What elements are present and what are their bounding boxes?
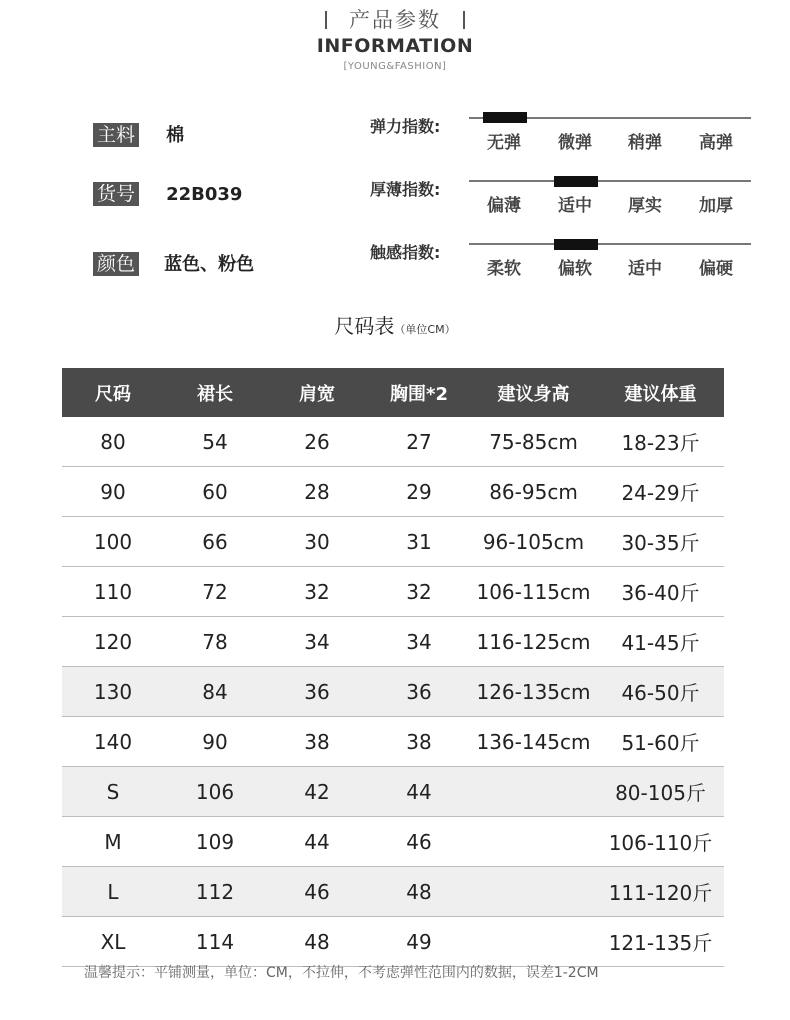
cell-chest: 38 (368, 717, 470, 767)
index-option: 适中 (628, 259, 662, 279)
cell-weight: 106-110斤 (597, 817, 724, 867)
index-option: 高弹 (699, 133, 733, 153)
cell-skirt-length: 112 (164, 867, 266, 917)
cell-chest: 31 (368, 517, 470, 567)
cell-size: 80 (62, 417, 164, 467)
index-option: 微弹 (558, 133, 592, 153)
cell-height: 96-105cm (470, 517, 597, 567)
cell-size: 130 (62, 667, 164, 717)
size-chart-title (0, 310, 790, 339)
cell-height: 75-85cm (470, 417, 597, 467)
index-marker (554, 176, 598, 187)
footer-note: 温馨提示：平铺测量，单位：CM，不拉伸，不考虑弹性范围内的数据，误差1-2CM (84, 965, 599, 981)
header-title-cn (0, 4, 790, 34)
cell-weight: 41-45斤 (597, 617, 724, 667)
info-row-color (93, 252, 254, 278)
size-table-header-row (62, 368, 724, 417)
cell-weight: 51-60斤 (597, 717, 724, 767)
header-size: 尺码 (62, 368, 164, 417)
index-marker (554, 239, 598, 250)
cell-weight: 80-105斤 (597, 767, 724, 817)
size-chart-unit: （单位CM） (394, 323, 456, 336)
cell-weight: 111-120斤 (597, 867, 724, 917)
cell-size: S (62, 767, 164, 817)
header-title-cn-text: 产品参数 (349, 8, 441, 32)
cell-height: 126-135cm (470, 667, 597, 717)
cell-chest: 34 (368, 617, 470, 667)
cell-shoulder: 28 (266, 467, 368, 517)
cell-chest: 46 (368, 817, 470, 867)
cell-size: 140 (62, 717, 164, 767)
table-row (62, 717, 724, 767)
index-label: 厚薄指数: (370, 180, 441, 199)
cell-size: 90 (62, 467, 164, 517)
table-row (62, 667, 724, 717)
cell-weight: 46-50斤 (597, 667, 724, 717)
index-marker (483, 112, 527, 123)
header-height: 建议身高 (470, 368, 597, 417)
index-label: 触感指数: (370, 243, 441, 262)
cell-height: 136-145cm (470, 717, 597, 767)
cell-chest: 32 (368, 567, 470, 617)
cell-chest: 27 (368, 417, 470, 467)
cell-height: 106-115cm (470, 567, 597, 617)
cell-shoulder: 32 (266, 567, 368, 617)
cell-skirt-length: 72 (164, 567, 266, 617)
table-row (62, 767, 724, 817)
table-row (62, 517, 724, 567)
cell-shoulder: 34 (266, 617, 368, 667)
cell-skirt-length: 106 (164, 767, 266, 817)
cell-skirt-length: 114 (164, 917, 266, 967)
cell-weight: 30-35斤 (597, 517, 724, 567)
header-bar-right (463, 11, 465, 29)
cell-shoulder: 30 (266, 517, 368, 567)
cell-skirt-length: 66 (164, 517, 266, 567)
cell-shoulder: 44 (266, 817, 368, 867)
index-option: 偏软 (558, 259, 592, 279)
table-row (62, 567, 724, 617)
info-value: 蓝色、粉色 (164, 254, 255, 275)
cell-chest: 36 (368, 667, 470, 717)
cell-shoulder: 36 (266, 667, 368, 717)
cell-height: 116-125cm (470, 617, 597, 667)
table-row (62, 617, 724, 667)
header-chest: 胸围*2 (368, 368, 470, 417)
info-row-item-no (93, 182, 242, 208)
header-skirt-length: 裙长 (164, 368, 266, 417)
index-line (469, 180, 751, 182)
cell-size: 120 (62, 617, 164, 667)
info-label: 颜色 (93, 252, 139, 276)
cell-size: 100 (62, 517, 164, 567)
header-bar-left (325, 11, 327, 29)
index-option: 偏硬 (699, 259, 733, 279)
index-option: 厚实 (628, 196, 662, 216)
cell-height: 86-95cm (470, 467, 597, 517)
index-option: 适中 (558, 196, 592, 216)
index-label: 弹力指数: (370, 117, 441, 136)
header-subtitle: [YOUNG&FASHION] (343, 61, 447, 72)
info-row-material (93, 123, 184, 149)
cell-shoulder: 38 (266, 717, 368, 767)
info-value: 22B039 (166, 184, 243, 205)
index-option: 稍弹 (628, 133, 662, 153)
index-option: 无弹 (487, 133, 521, 153)
info-label: 货号 (93, 182, 139, 206)
table-row (62, 867, 724, 917)
cell-size: 110 (62, 567, 164, 617)
index-line (469, 243, 751, 245)
cell-skirt-length: 84 (164, 667, 266, 717)
cell-weight: 36-40斤 (597, 567, 724, 617)
cell-size: XL (62, 917, 164, 967)
header-title-en: INFORMATION (316, 35, 474, 57)
table-row (62, 417, 724, 467)
cell-chest: 49 (368, 917, 470, 967)
cell-size: M (62, 817, 164, 867)
cell-chest: 29 (368, 467, 470, 517)
table-row (62, 917, 724, 967)
cell-chest: 44 (368, 767, 470, 817)
cell-height (470, 867, 597, 917)
header-weight: 建议体重 (597, 368, 724, 417)
cell-chest: 48 (368, 867, 470, 917)
cell-shoulder: 42 (266, 767, 368, 817)
index-option: 加厚 (699, 196, 733, 216)
size-table-body (62, 417, 724, 967)
size-table (62, 368, 724, 967)
index-option: 偏薄 (487, 196, 521, 216)
cell-height (470, 817, 597, 867)
cell-height (470, 767, 597, 817)
info-label: 主料 (93, 123, 139, 147)
cell-height (470, 917, 597, 967)
table-row (62, 467, 724, 517)
cell-weight: 24-29斤 (597, 467, 724, 517)
cell-size: L (62, 867, 164, 917)
info-value: 棉 (166, 125, 185, 146)
cell-skirt-length: 78 (164, 617, 266, 667)
cell-weight: 121-135斤 (597, 917, 724, 967)
cell-shoulder: 46 (266, 867, 368, 917)
table-row (62, 817, 724, 867)
cell-weight: 18-23斤 (597, 417, 724, 467)
header-shoulder: 肩宽 (266, 368, 368, 417)
size-chart-title-text: 尺码表 (334, 314, 395, 338)
cell-skirt-length: 60 (164, 467, 266, 517)
cell-shoulder: 26 (266, 417, 368, 467)
cell-skirt-length: 90 (164, 717, 266, 767)
cell-skirt-length: 54 (164, 417, 266, 467)
cell-skirt-length: 109 (164, 817, 266, 867)
cell-shoulder: 48 (266, 917, 368, 967)
index-option: 柔软 (487, 259, 521, 279)
